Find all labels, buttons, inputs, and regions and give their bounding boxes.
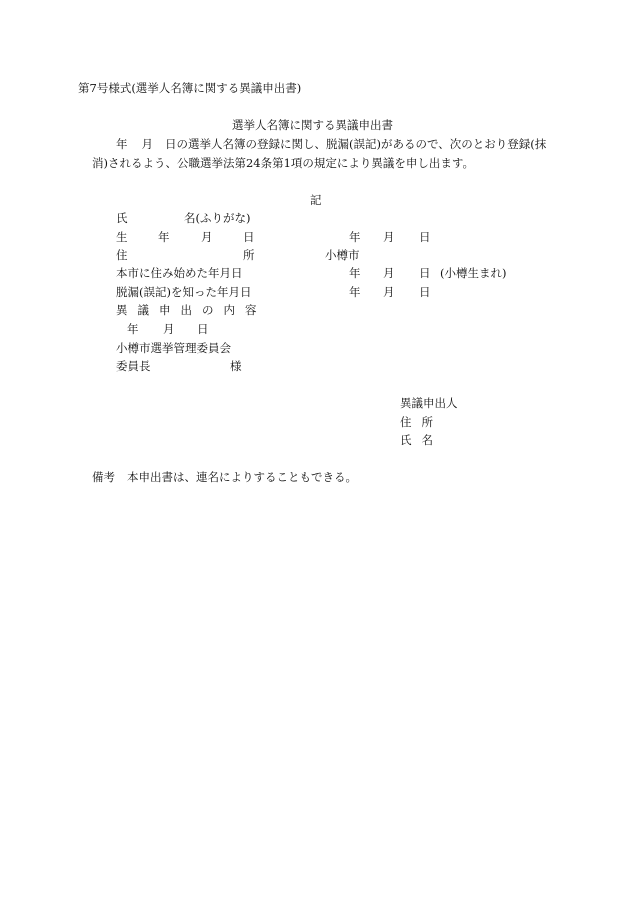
applicant-address-b: 所 (421, 415, 433, 429)
field-birth-c4: 日 (243, 230, 255, 244)
applicant-name-a: 氏 (400, 433, 412, 447)
date-month: 月 (163, 322, 175, 336)
field-birth-month: 月 (383, 230, 395, 244)
remark-text: 本申出書は、連名によりすることもできる。 (127, 470, 357, 484)
field-birth-c3: 月 (201, 230, 213, 244)
date-day: 日 (197, 322, 209, 336)
field-address-label-a: 住 (116, 248, 128, 262)
objection-char: 議 (137, 303, 149, 317)
field-name-label-b: 名(ふりがな) (184, 211, 251, 225)
applicant-address-a: 住 (400, 415, 412, 429)
objection-char: 申 (159, 303, 171, 317)
remark-label: 備考 (92, 470, 115, 484)
objection-char: 出 (180, 303, 192, 317)
objection-char: 容 (245, 303, 257, 317)
field-omission-known-day: 日 (419, 285, 431, 299)
field-objection-content-label (116, 305, 257, 317)
field-birth-day: 日 (419, 230, 431, 244)
document-title: 選挙人名簿に関する異議申出書 (232, 118, 393, 132)
objection-char: 内 (223, 303, 235, 317)
intro-year: 年 (116, 137, 128, 151)
field-residence-start-label: 本市に住み始めた年月日 (116, 266, 243, 280)
objection-char: の (202, 303, 214, 317)
intro-line-2: 消)されるよう、公職選挙法第24条第1項の規定により異議を申し出ます。 (92, 156, 475, 170)
addressee-chair: 委員長 (116, 359, 151, 373)
field-address-value: 小樽市 (325, 248, 360, 262)
field-residence-start-day: 日 (419, 266, 431, 280)
addressee-committee: 小樽市選挙管理委員会 (116, 341, 231, 355)
date-year: 年 (127, 322, 139, 336)
remark (92, 472, 357, 484)
field-residence-start-year: 年 (349, 266, 361, 280)
field-birth-c2: 年 (158, 230, 170, 244)
intro-line-1 (116, 139, 546, 151)
ki-heading: 記 (310, 193, 322, 207)
intro-month: 月 (141, 137, 153, 151)
applicant-name-b: 名 (421, 433, 433, 447)
field-birth-c1: 生 (116, 230, 128, 244)
objection-char: 異 (116, 303, 128, 317)
field-name-label-a: 氏 (116, 211, 128, 225)
field-birth-year: 年 (349, 230, 361, 244)
field-residence-start-month: 月 (383, 266, 395, 280)
field-omission-known-label: 脱漏(誤記)を知った年月日 (116, 285, 252, 299)
applicant-name-label (400, 435, 433, 447)
addressee-sama: 様 (230, 359, 242, 373)
intro-body: 日の選挙人名簿の登録に関し、脱漏(誤記)があるので、次のとおり登録(抹 (165, 137, 547, 151)
field-address-label-b: 所 (243, 248, 255, 262)
field-omission-known-month: 月 (383, 285, 395, 299)
field-omission-known-year: 年 (349, 285, 361, 299)
applicant-address-label (400, 417, 433, 429)
applicant-title: 異議申出人 (400, 396, 458, 410)
form-number: 第7号様式(選挙人名簿に関する異議申出書) (78, 81, 302, 95)
field-residence-start-note: (小樽生まれ) (440, 266, 507, 280)
